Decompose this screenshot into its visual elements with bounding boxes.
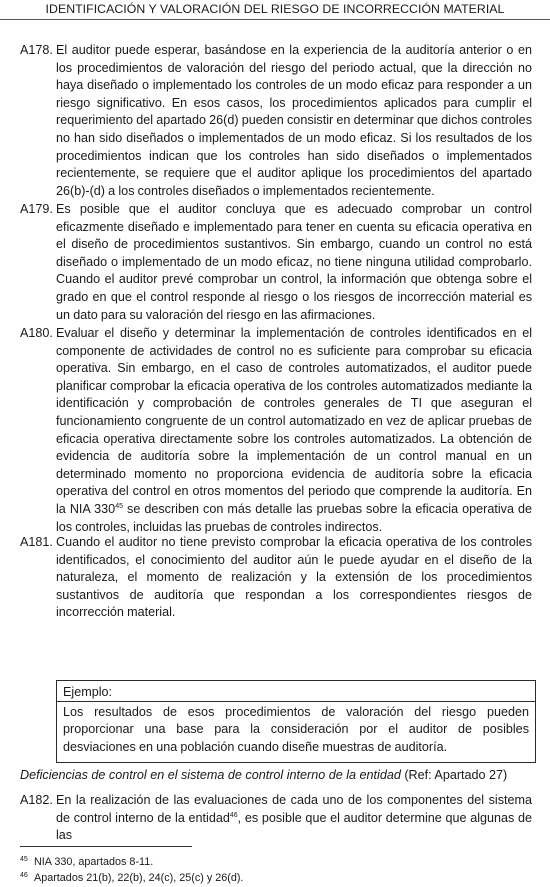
footnote-45 xyxy=(20,853,153,869)
footnote-divider xyxy=(20,846,192,847)
paragraph-text: Cuando el auditor no tiene previsto comprobar la eficacia operativa de los controles identificados, el conocimiento del auditor aún le puede ayudar en el diseño de la naturaleza, el momento de realización y la extensión de los procedimientos sustantivos de auditoría que respondan a los correspondientes riesgos de incorrección material. xyxy=(56,535,532,620)
example-text: Los resultados de esos procedimientos de valoración del riesgo pueden proporcionar una base para la consideración por el auditor de posibles desviaciones en una población cuando diseñe muestras de auditoría. xyxy=(63,705,529,754)
paragraph-text xyxy=(56,325,532,536)
footnote-ref-45[interactable]: 45 xyxy=(115,502,123,510)
paragraph-a180 xyxy=(20,325,532,536)
example-title: Ejemplo: xyxy=(57,681,535,702)
example-box xyxy=(56,680,536,763)
section-subheading xyxy=(20,767,540,784)
header-title: IDENTIFICACIÓN Y VALORACIÓN DEL RIESGO DE INCORRECCIÓN MATERIAL xyxy=(45,2,505,16)
footnote-text: Apartados 21(b), 22(b), 24(c), 25(c) y 26(d). xyxy=(34,872,244,884)
footnote-number: 46 xyxy=(20,872,28,879)
footnote-46 xyxy=(20,869,243,885)
paragraph-number: A180. xyxy=(20,326,53,340)
subheading-title: Deficiencias de control en el sistema de control interno de la entidad xyxy=(20,768,401,782)
paragraph-a182 xyxy=(20,792,532,845)
paragraph-a178 xyxy=(20,42,532,200)
paragraph-text: Es posible que el auditor concluya que es adecuado comprobar un control eficazmente diseñado e implementado para tener en cuenta su eficacia operativa en el diseño de procedimientos sustantivos. Sin embargo, cuando un control no está diseñado o implementado de un modo eficaz, no tiene ninguna utilidad comprobarlo. Cuando el auditor prevé comprobar un control, la información que obtenga sobre el grado en que el control responde al riesgo o los riesgos de incorrección material es un dato para su valoración del riesgo en las afirmaciones. xyxy=(56,202,532,322)
paragraph-a181 xyxy=(20,534,532,622)
paragraph-number: A179. xyxy=(20,202,53,216)
paragraph-text-part: , es posible que el auditor determine que algunas de las xyxy=(56,810,532,843)
paragraph-number: A181. xyxy=(20,535,53,549)
paragraph-text-part: En la realización de las evaluaciones de cada uno de los componentes del sistema de control interno de la entidad xyxy=(56,793,532,825)
paragraph-text-part: se describen con más detalle las pruebas sobre la eficacia operativa de los controles, incluidas las pruebas de controles indirectos. xyxy=(56,501,533,534)
page-header xyxy=(0,0,550,20)
paragraph-text xyxy=(56,792,532,845)
paragraph-number: A178. xyxy=(20,43,53,57)
footnote-number: 45 xyxy=(20,856,28,863)
paragraph-text-part: Evaluar el diseño y determinar la implementación de controles identificados en el componente de actividades de control no es suficiente para comprobar su eficacia operativa. Sin embargo, en el caso de controles automatizados, el auditor puede planificar comprobar la eficacia operativa de los controles automatizados mediante la identificación y comprobación de controles generales de TI que aseguran el funcionamiento congruente de un control automatizado en vez de aplicar pruebas de eficacia operativa directamente sobre los controles automatizados. La obtención de evidencia de auditoría sobre la implementación de un control manual en un determinado momento no proporciona evidencia de auditoría sobre la eficacia operativa del control en otros momentos del periodo que comprende la auditoría. En la NIA 330 xyxy=(56,326,532,516)
footnote-text: NIA 330, apartados 8-11. xyxy=(34,856,154,868)
paragraph-a179 xyxy=(20,201,532,324)
paragraph-number: A182. xyxy=(20,793,53,807)
paragraph-text: El auditor puede esperar, basándose en la experiencia de la auditoría anterior o en los procedimientos de valoración del riesgo del periodo actual, que la dirección no haya diseñado o implementado los controles de un modo eficaz para responder a un riesgo significativo. En esos casos, los procedimientos aplicados para cumplir el requerimiento del apartado 26(d) pueden consistir en determinar que dichos controles no han sido diseñados o implementados de un modo eficaz. Si los resultados de los procedimientos indican que los controles han sido diseñados o implementados recientemente, se requiere que el auditor aplique los procedimientos del apartado 26(b)-(d) a los controles diseñados o implementados recientemente. xyxy=(56,43,532,198)
footnote-ref-46[interactable]: 46 xyxy=(229,811,238,819)
subheading-reference: (Ref: Apartado 27) xyxy=(400,768,508,782)
